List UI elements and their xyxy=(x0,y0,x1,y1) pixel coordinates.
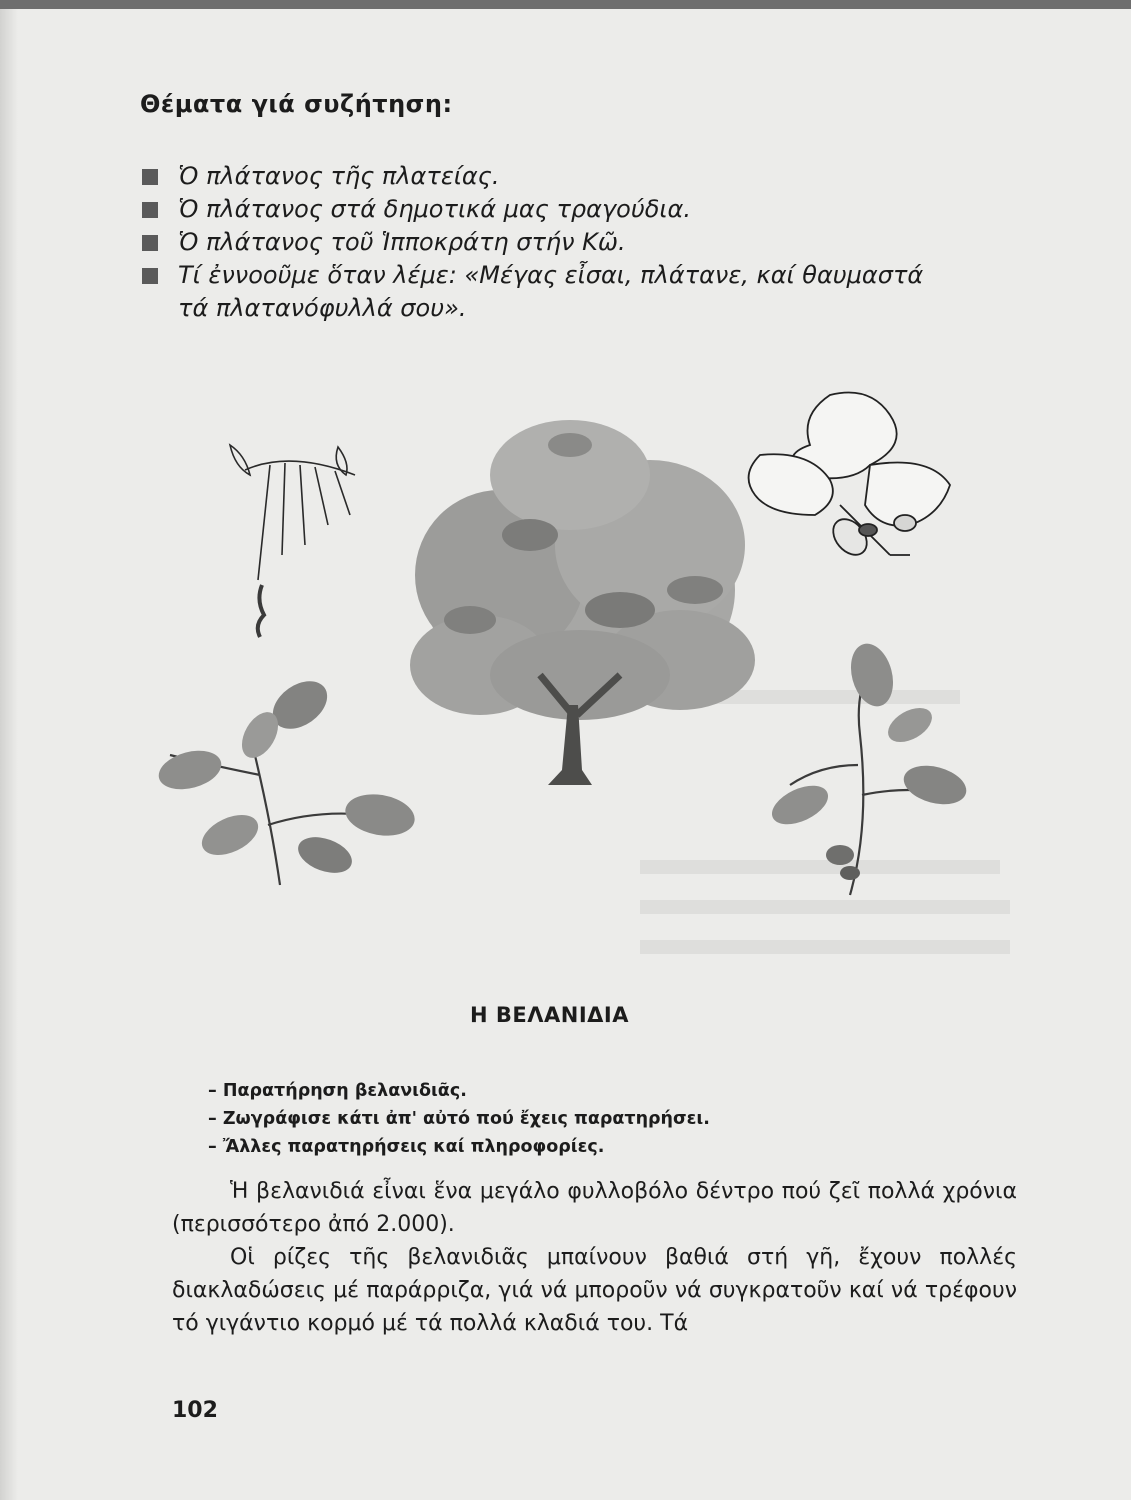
square-bullet-icon xyxy=(142,169,158,185)
observation-task: – Ζωγράφισε κάτι ἀπ' αὐτό πού ἔχεις παρατηρήσει. xyxy=(208,1109,710,1129)
body-paragraph: Ἡ βελανιδιά εἶναι ἕνα μεγάλο φυλλοβόλο δέντρο πού ζεῖ πολλά χρόνια (περισσότερο ἀπό 2.000). xyxy=(172,1179,1017,1237)
oak-acorn-leaf-drawing xyxy=(749,393,950,562)
discussion-heading: Θέματα γιά συζήτηση: xyxy=(140,90,453,118)
page-number: 102 xyxy=(172,1398,218,1423)
discussion-topic xyxy=(140,193,1010,226)
observation-task: – Ἄλλες παρατηρήσεις καί πληροφορίες. xyxy=(208,1137,605,1157)
square-bullet-icon xyxy=(142,202,158,218)
oak-illustrations xyxy=(150,375,1020,1005)
discussion-topics xyxy=(140,160,1010,325)
discussion-topic xyxy=(140,226,1010,259)
topic-text: Ὁ πλάτανος στά δημοτικά μας τραγούδια. xyxy=(178,195,691,223)
scan-top-edge xyxy=(0,0,1131,9)
topic-text: Ὁ πλάτανος τοῦ Ἱπποκράτη στήν Κῶ. xyxy=(178,228,626,256)
square-bullet-icon xyxy=(142,268,158,284)
oak-leafy-branch-drawing xyxy=(154,671,418,885)
discussion-topic xyxy=(140,259,1010,325)
discussion-topic xyxy=(140,160,1010,193)
observation-tasks xyxy=(208,1077,968,1161)
oak-description xyxy=(172,1175,1017,1340)
section-title: Η ΒΕΛΑΝΙΔΙΑ xyxy=(470,1003,629,1027)
topic-text: Ὁ πλάτανος τῆς πλατείας. xyxy=(178,162,500,190)
body-paragraph: Οἱ ρίζες τῆς βελανιδιᾶς μπαίνουν βαθιά στή γῆ, ἔχουν πολλές διακλαδώσεις μέ παράρριζα, γιά νά μποροῦν νά συγκρατοῦν καί νά τρέφουν τό γιγάντιο κορμό μέ τά πολλά κλαδιά του. Τά xyxy=(172,1245,1017,1336)
scan-binding-shadow xyxy=(0,9,18,1500)
oak-tree-drawing xyxy=(410,420,755,785)
observation-task: – Παρατήρηση βελανιδιᾶς. xyxy=(208,1081,467,1101)
oak-catkin-branch-drawing xyxy=(230,445,355,637)
topic-text: Τί ἐννοοῦμε ὅταν λέμε: «Μέγας εἶσαι, πλάτανε, καί θαυμαστά xyxy=(178,261,924,289)
oak-acorn-branch-drawing xyxy=(766,639,971,895)
square-bullet-icon xyxy=(142,235,158,251)
topic-text-continued: τά πλατανόφυλλά σου». xyxy=(178,294,467,322)
